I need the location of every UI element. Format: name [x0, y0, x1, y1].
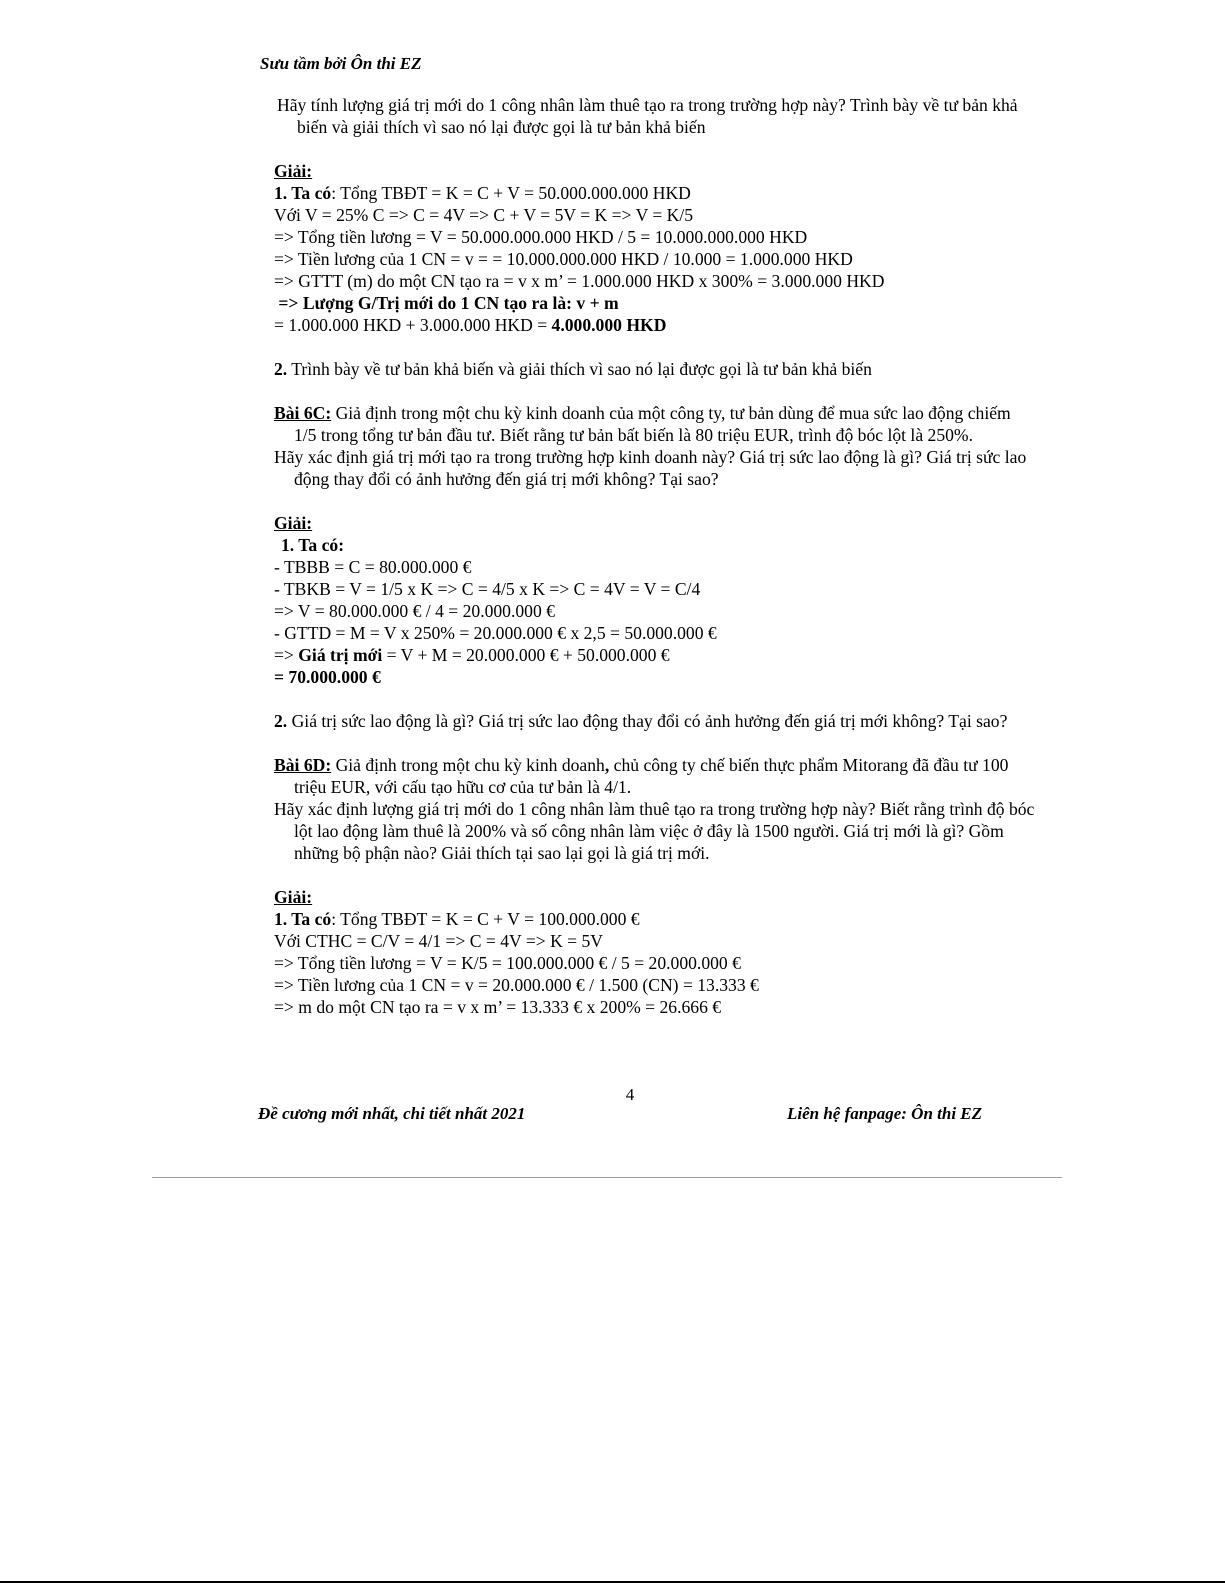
result-value: 4.000.000 HKD: [551, 315, 667, 335]
question-text: Trình bày về tư bản khả biến và giải thích vì sao nó lại được gọi là tư bản khả biến: [287, 359, 872, 379]
formula-line: - TBKB = V = 1/5 x K => C = 4/5 x K => C = 4V = V = C/4: [274, 579, 701, 599]
page-header: Sưu tầm bởi Ôn thi EZ: [260, 54, 422, 73]
question-number: 2.: [274, 711, 288, 731]
formula-line: =>: [274, 645, 299, 665]
formula-line: => m do một CN tạo ra = v x m’ = 13.333 € x 200% = 26.666 €: [274, 997, 722, 1017]
footer-right: Liên hệ fanpage: Ôn thi EZ: [787, 1104, 983, 1123]
formula-line: - TBBB = C = 80.000.000 €: [274, 557, 472, 577]
result-value: = 70.000.000 €: [274, 667, 381, 687]
exercise-6c: [274, 402, 1037, 732]
formula-line: => V = 80.000.000 € / 4 = 20.000.000 €: [274, 601, 555, 621]
footer-left: Đề cương mới nhất, chi tiết nhất 2021: [258, 1104, 526, 1123]
formula-line: => Tiền lương của 1 CN = v = 20.000.000 € / 1.500 (CN) = 13.333 €: [274, 975, 759, 995]
step-label: 1. Ta có: [274, 183, 332, 203]
exercise-text: chủ công ty chế biến thực phẩm Mitorang đã đầu tư 100 triệu EUR, với cấu tạo hữu cơ của tư bản là 4/1.: [294, 755, 1009, 797]
exercise-text: Giả định trong một chu kỳ kinh doanh: [331, 755, 605, 775]
formula-line: => GTTT (m) do một CN tạo ra = v x m’ = 1.000.000 HKD x 300% = 3.000.000 HKD: [274, 271, 885, 291]
formula-line: Với CTHC = C/V = 4/1 => C = 4V => K = 5V: [274, 931, 603, 951]
result-label: Giá trị mới: [298, 645, 383, 665]
formula-line: Với V = 25% C => C = 4V => C + V = 5V = K => V = K/5: [274, 205, 694, 225]
exercise-6d: [274, 754, 1037, 1018]
solution-heading: Giải:: [274, 887, 313, 907]
page-divider: [152, 1177, 1062, 1178]
formula-line: - GTTD = M = V x 250% = 20.000.000 € x 2,5 = 50.000.000 €: [274, 623, 717, 643]
formula-line: => Tổng tiền lương = V = K/5 = 100.000.000 € / 5 = 20.000.000 €: [274, 953, 741, 973]
exercise-question: Hãy xác định lượng giá trị mới do 1 công nhân làm thuê tạo ra trong trường hợp này? Biết rằng trình độ bóc lột lao động làm thuê là 200% và số công nhân làm việc ở đây là 1500 người. Giá trị mới là gì? Gồm những bộ phận nào? Giải thích tại sao lại gọi là giá trị mới.: [274, 799, 1035, 863]
intro-question: Hãy tính lượng giá trị mới do 1 công nhân làm thuê tạo ra trong trường hợp này? Trình bày về tư bản khả biến và giải thích vì sao nó lại được gọi là tư bản khả biến: [277, 95, 1018, 137]
step-label: 1. Ta có:: [281, 535, 345, 555]
exercise-text: Giả định trong một chu kỳ kinh doanh của một công ty, tư bản dùng để mua sức lao động chiếm 1/5 trong tổng tư bản đầu tư. Biết rằng tư bản bất biến là 80 triệu EUR, trình độ bóc lột là 250%.: [294, 403, 1011, 445]
question-number: 2.: [274, 359, 288, 379]
page-content: [274, 94, 1037, 1018]
formula-line: = V + M = 20.000.000 € + 50.000.000 €: [382, 645, 670, 665]
page-number: 4: [625, 1085, 635, 1104]
exercise-text-comma: ,: [604, 755, 610, 775]
exercise-question: Hãy xác định giá trị mới tạo ra trong trường hợp kinh doanh này? Giá trị sức lao động là gì? Giá trị sức lao động thay đổi có ảnh hưởng đến giá trị mới không? Tại sao?: [274, 447, 1027, 489]
solution-heading: Giải:: [274, 161, 313, 181]
formula-line: = 1.000.000 HKD + 3.000.000 HKD =: [274, 315, 552, 335]
bottom-rule: [0, 1581, 1225, 1583]
formula-line: : Tổng TBĐT = K = C + V = 100.000.000 €: [331, 909, 640, 929]
formula-line: : Tổng TBĐT = K = C + V = 50.000.000.000 HKD: [331, 183, 691, 203]
step-label: 1. Ta có: [274, 909, 332, 929]
exercise-label: Bài 6D:: [274, 755, 332, 775]
formula-line: => Tổng tiền lương = V = 50.000.000.000 HKD / 5 = 10.000.000.000 HKD: [274, 227, 808, 247]
solution-1: [274, 160, 1037, 380]
result-line: => Lượng G/Trị mới do 1 CN tạo ra là: v + m: [274, 293, 619, 313]
solution-heading: Giải:: [274, 513, 313, 533]
question-text: Giá trị sức lao động là gì? Giá trị sức lao động thay đổi có ảnh hưởng đến giá trị mới không? Tại sao?: [287, 711, 1008, 731]
exercise-label: Bài 6C:: [274, 403, 332, 423]
formula-line: => Tiền lương của 1 CN = v = = 10.000.000.000 HKD / 10.000 = 1.000.000 HKD: [274, 249, 853, 269]
